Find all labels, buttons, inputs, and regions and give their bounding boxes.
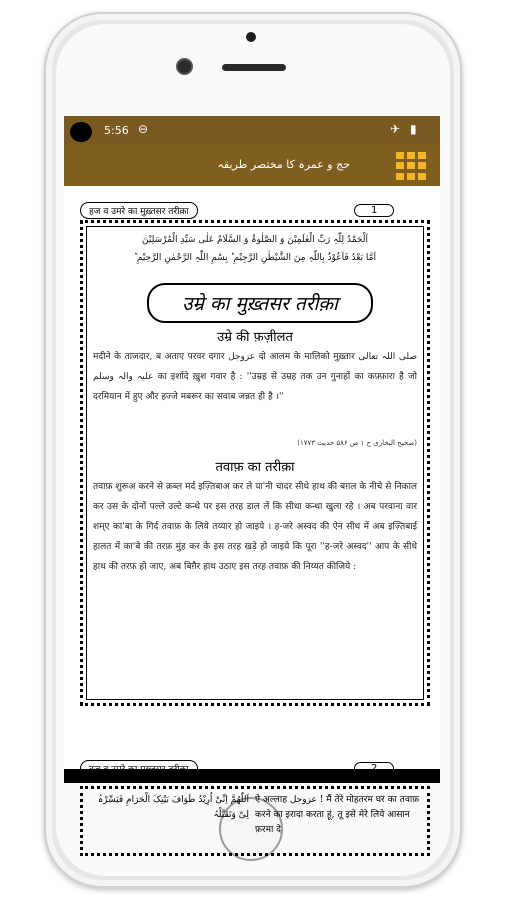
chapter-title-banner bbox=[147, 283, 373, 323]
hadith-reference: (صحیح البخاری ج ۱ ص ۵۸۶ حدیث ۱۷۷۳) bbox=[297, 439, 417, 447]
arabic-opening-line-1: اَلْحَمْدُ لِلّٰہِ رَبِّ الْعٰلَمِیْنَ وَ الصَّلٰوۃُ وَ السَّلَامُ عَلٰی سَیِّدِ الْمُرْسَلِیْنَ bbox=[142, 235, 368, 245]
front-camera bbox=[178, 60, 191, 73]
page-header-label: हज व उमरे का मुख़्तसर तरीक़ा bbox=[80, 202, 198, 219]
section-paragraph-virtue: मदीने के ताजदार, ब अताए परवर दगार عزوجل दो आलम के मालिको मुख़्तार صلی اللہ تعالی علیہ والہ وسلم का इर्शादे ख़ुश गवार है : ''उम्रह से उम्रह तक उन गुनाहों का कफ़्फ़ारा है जो दरमियान में हुए और हज्जे मबरूर का सवाब जन्नत ही है ।'' bbox=[93, 352, 418, 402]
camera-cutout bbox=[70, 122, 92, 142]
airplane-icon: ✈ bbox=[390, 122, 401, 136]
status-time: 5:56 bbox=[104, 124, 129, 137]
page-content-frame bbox=[80, 220, 430, 706]
earpiece-speaker bbox=[222, 64, 286, 71]
section-heading-tawaf: तवाफ़ का तरीक़ा bbox=[215, 460, 295, 475]
grid-menu-icon[interactable] bbox=[396, 152, 428, 180]
page-number: 1 bbox=[354, 204, 394, 217]
battery-icon: ▮ bbox=[410, 122, 417, 136]
section-heading-virtue: उम्रे की फ़ज़ीलत bbox=[217, 330, 293, 345]
page2-hindi-translation: ऐ अल्लाह عزوجل ! मैं तेरे मोहतरम घर का तवाफ़ करने का इरादा करता हूं, तू इसे मेरे लिये आसान फ़रमा दे bbox=[255, 795, 420, 835]
book-page-view[interactable] bbox=[64, 186, 440, 835]
section-paragraph-tawaf: तवाफ़ शुरूअ करने से क़ब्ल मर्द इज़्तिबाअ कर ले या'नी चादर सीधे हाथ की बग़ल के नीचे से निकाल कर उस के दोनों पल्ले उल्टे कन्धे पर इस तरह डाल लें कि सीधा कन्धा खुला रहे । अब परवाना वार शम्ए का'बा के गिर्द तवाफ़ के लिये तय्यार हो जाइये । ह-जरे अस्वद की ऐन सीध में अब इज़्तिबाई हालत में का'बे की तरफ़ मुंह कर के इस तरह खड़े हो जाइये कि पूरा ''ह-जरे अस्वद'' आप के सीधे हाथ की तरफ़ हो जाए, अब बिग़ैर हाथ उठाए इस तरह तवाफ़ की निय्यत कीजिये : bbox=[93, 482, 417, 572]
app-toolbar bbox=[64, 144, 440, 186]
system-nav-bar bbox=[64, 769, 440, 783]
page2-arabic-dua: اَللّٰھُمَّ اِنِّیْ اُرِیْدُ طَوَافَ بَیْتِکَ الْحَرَامِ فَیَسِّرْہُ لِیْ وَتَقَبَّلْہُ bbox=[97, 795, 249, 820]
top-sensor bbox=[246, 32, 256, 42]
app-screen bbox=[64, 116, 440, 835]
chapter-title: उम्रे का मुख़्तसर तरीक़ा bbox=[182, 293, 338, 315]
arabic-opening-line-2: اَمَّا بَعْدُ فَاَعُوْذُ بِاللّٰہِ مِنَ الشَّیْطٰنِ الرَّجِیْمِ ؕ بِسْمِ اللّٰہِ الرَّحْمٰنِ الرَّحِیْمِ ؕ bbox=[134, 253, 376, 263]
status-bar bbox=[64, 116, 440, 144]
page2-content-frame bbox=[80, 786, 430, 856]
app-title: حج و عمرہ کا مختصر طریقہ bbox=[217, 158, 350, 171]
notification-icon: ⊖ bbox=[138, 122, 149, 136]
